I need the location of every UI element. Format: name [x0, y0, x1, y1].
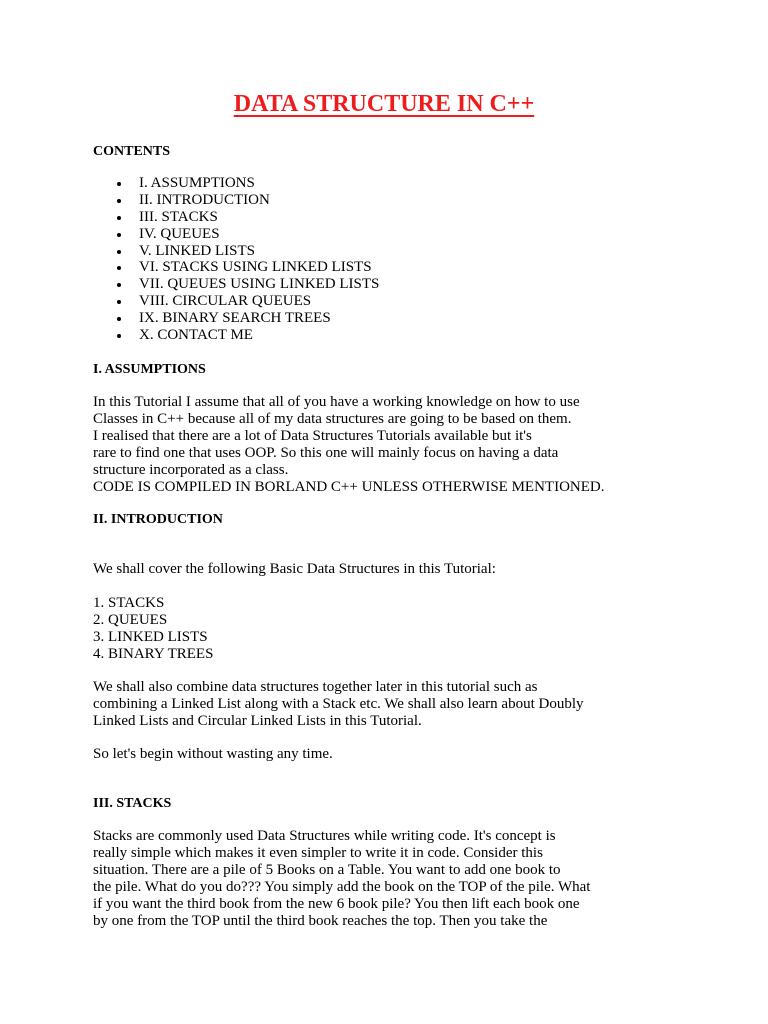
bullet-icon	[117, 216, 121, 220]
table-of-contents	[93, 175, 379, 344]
introduction-heading: II. INTRODUCTION	[93, 512, 223, 527]
toc-item[interactable]: X. CONTACT ME	[93, 327, 379, 344]
list-item: 2. QUEUES	[93, 612, 168, 628]
bullet-icon	[117, 317, 121, 321]
combine-paragraph: We shall also combine data structures together later in this tutorial such as combining a Linked List along with a Stack etc. We shall also learn about Doubly Linked Lists and Circular Linked Lists in this Tutorial.	[93, 679, 584, 729]
assumptions-heading: I. ASSUMPTIONS	[93, 362, 206, 377]
list-item: 1. STACKS	[93, 595, 165, 611]
toc-item[interactable]: III. STACKS	[93, 209, 379, 226]
toc-item[interactable]: I. ASSUMPTIONS	[93, 175, 379, 192]
toc-item[interactable]: IX. BINARY SEARCH TREES	[93, 310, 379, 327]
contents-heading: CONTENTS	[93, 144, 171, 159]
toc-item[interactable]: VI. STACKS USING LINKED LISTS	[93, 259, 379, 276]
bullet-icon	[117, 233, 121, 237]
list-item: 3. LINKED LISTS	[93, 629, 208, 645]
document-title: DATA STRUCTURE IN C++	[233, 91, 535, 117]
toc-item[interactable]: V. LINKED LISTS	[93, 243, 379, 260]
stacks-heading: III. STACKS	[93, 796, 172, 811]
introduction-lead: We shall cover the following Basic Data Structures in this Tutorial:	[93, 561, 496, 577]
toc-item[interactable]: VIII. CIRCULAR QUEUES	[93, 293, 379, 310]
assumptions-paragraph: In this Tutorial I assume that all of you have a working knowledge on how to use Classes in C++ because all of my data structures are going to be based on them. I realised that there are a lot of Data Structures Tutorials available but it's rare to find one that uses OOP. So this one will mainly focus on having a data structure incorporated as a class. CODE IS COMPILED IN BORLAND C++ UNLESS OTHERWISE MENTIONED.	[93, 394, 605, 495]
toc-item[interactable]: IV. QUEUES	[93, 226, 379, 243]
bullet-icon	[117, 283, 121, 287]
bullet-icon	[117, 300, 121, 304]
structures-list	[93, 595, 213, 663]
stacks-paragraph: Stacks are commonly used Data Structures while writing code. It's concept is really simple which makes it even simpler to write it in code. Consider this situation. There are a pile of 5 Books on a Table. You want to add one book to the pile. What do you do??? You simply add the book on the TOP of the pile. What if you want the third book from the new 6 book pile? You then lift each book one by one from the TOP until the third book reaches the top. Then you take the	[93, 828, 591, 929]
bullet-icon	[117, 199, 121, 203]
begin-paragraph: So let's begin without wasting any time.	[93, 746, 333, 762]
toc-item[interactable]: II. INTRODUCTION	[93, 192, 379, 209]
toc-item[interactable]: VII. QUEUES USING LINKED LISTS	[93, 276, 379, 293]
bullet-icon	[117, 266, 121, 270]
bullet-icon	[117, 250, 121, 254]
bullet-icon	[117, 334, 121, 338]
bullet-icon	[117, 182, 121, 186]
list-item: 4. BINARY TREES	[93, 646, 214, 662]
